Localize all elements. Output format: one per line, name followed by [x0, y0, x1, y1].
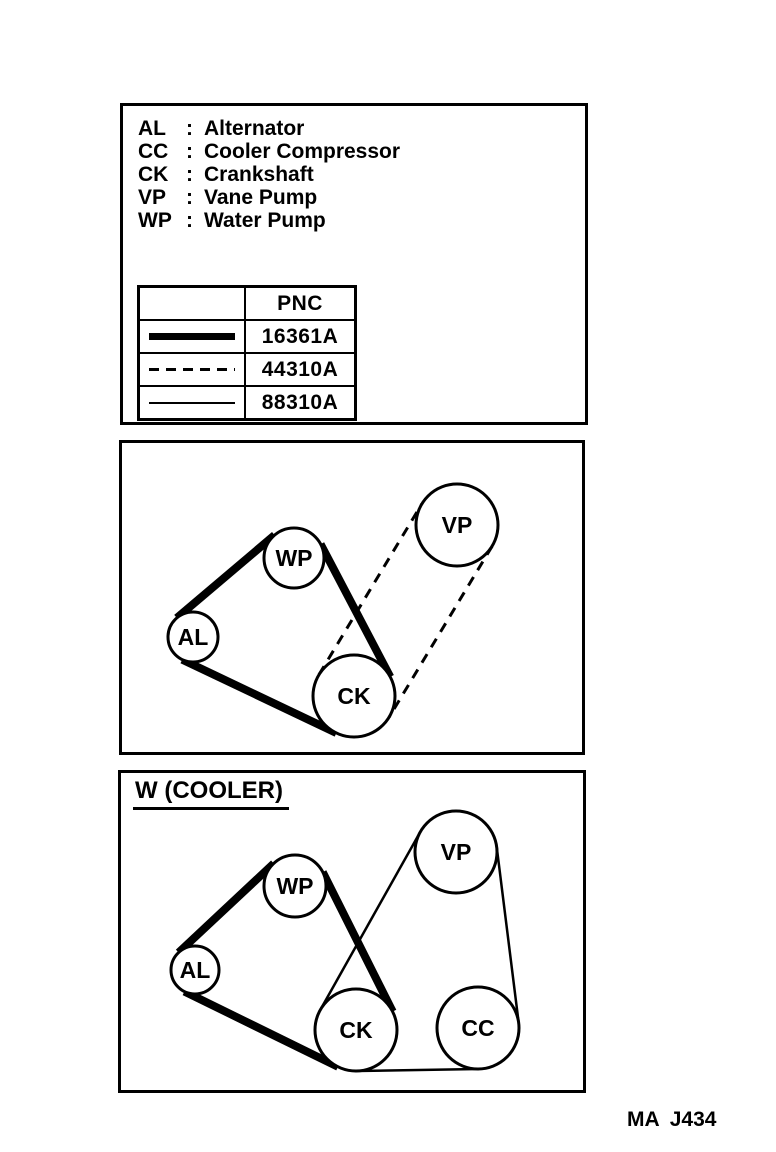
pnc-table-row [140, 352, 354, 385]
pnc-line-cell [140, 387, 246, 418]
belt-segment-cc-ck [357, 1069, 479, 1071]
legend-name: Water Pump [204, 209, 326, 232]
pulley-label-wp: WP [276, 873, 314, 899]
legend-colon: : [186, 209, 193, 232]
legend-colon: : [186, 186, 193, 209]
belt-segment-ck-vp [320, 832, 420, 1010]
belt-line-swatch [149, 402, 235, 404]
legend-row [138, 186, 400, 209]
abbreviation-legend [138, 117, 400, 232]
belt-diagram-cooler [121, 773, 583, 1090]
belt-segment-al-wp [179, 863, 274, 952]
pnc-table [137, 285, 357, 421]
legend-abbr: CK [138, 163, 169, 186]
pulley-label-al: AL [177, 624, 209, 650]
legend-name: Cooler Compressor [204, 140, 401, 163]
pnc-line-cell [140, 321, 246, 352]
legend-abbr: WP [138, 209, 172, 232]
legend-row [138, 117, 400, 140]
pnc-column-header: PNC [277, 291, 323, 315]
belt-diagram-standard [122, 443, 582, 752]
pnc-header-line-cell [140, 288, 246, 319]
belt-diagram-standard-box [119, 440, 585, 755]
belt-line-swatch [149, 333, 235, 340]
pnc-table-row [140, 319, 354, 352]
legend-abbr: AL [138, 117, 166, 140]
belt-segment-al-wp [177, 535, 275, 618]
pulley-label-vp: VP [440, 839, 472, 865]
legend-box [120, 103, 588, 425]
pulley-label-ck: CK [337, 683, 371, 709]
legend-name: Crankshaft [204, 163, 314, 186]
belt-line-swatch [149, 368, 235, 371]
legend-colon: : [186, 117, 193, 140]
diagram-title: W (COOLER) [133, 778, 289, 810]
pnc-table-row [140, 385, 354, 418]
legend-name: Alternator [204, 117, 305, 140]
legend-row [138, 140, 400, 163]
belt-segment-ck-vp [319, 504, 422, 675]
pnc-value: 16361A [261, 324, 339, 348]
legend-abbr: CC [138, 140, 169, 163]
legend-abbr: VP [138, 186, 167, 209]
pulley-label-vp: VP [441, 512, 473, 538]
legend-name: Vane Pump [204, 186, 318, 209]
pulley-label-cc: CC [461, 1015, 495, 1041]
belt-segment-vp-ck [389, 546, 492, 717]
belt-diagram-cooler-box [118, 770, 586, 1093]
pnc-line-cell [140, 354, 246, 385]
pnc-header-row [140, 288, 354, 319]
legend-row [138, 209, 400, 232]
pulley-label-al: AL [179, 957, 211, 983]
figure-code: MA J434 [627, 1108, 717, 1131]
legend-row [138, 163, 400, 186]
legend-colon: : [186, 163, 193, 186]
pnc-value: 88310A [261, 390, 339, 414]
legend-colon: : [186, 140, 193, 163]
pulley-label-wp: WP [275, 545, 313, 571]
pulley-label-ck: CK [339, 1017, 373, 1043]
pnc-value: 44310A [261, 357, 339, 381]
